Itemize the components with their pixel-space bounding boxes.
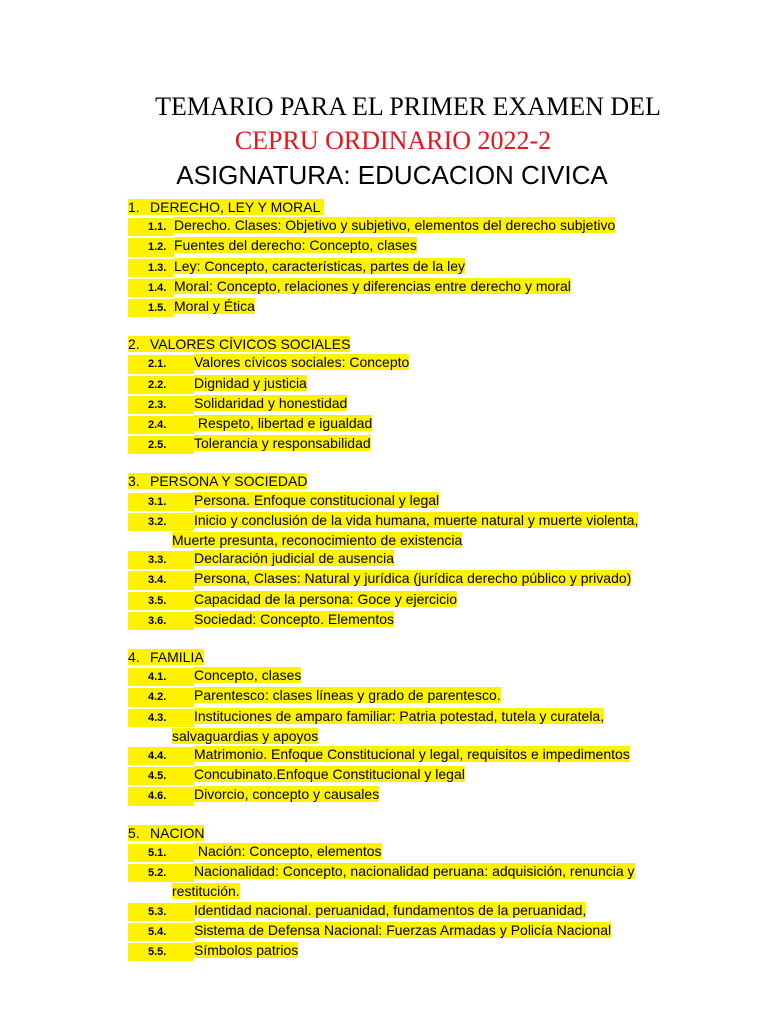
- section-4: [128, 648, 748, 806]
- section-number: 3.: [128, 473, 140, 490]
- item-text: Sociedad: Concepto. Elementos: [194, 610, 395, 627]
- subject-heading: ASIGNATURA: EDUCACION CIVICA: [176, 160, 608, 190]
- item-text: Derecho. Clases: Objetivo y subjetivo, elementos del derecho subjetivo: [174, 217, 616, 234]
- section-title: PERSONA Y SOCIEDAD: [150, 473, 308, 490]
- section-5: [128, 824, 748, 961]
- item-number: 5.1.: [128, 844, 194, 862]
- item-text: Moral: Concepto, relaciones y diferencias entre derecho y moral: [174, 277, 571, 294]
- list-item: [128, 257, 748, 277]
- list-item: [128, 414, 748, 434]
- item-number: 4.4.: [128, 747, 194, 765]
- item-text: Instituciones de amparo familiar: Patria potestad, tutela y curatela,: [194, 707, 605, 724]
- document-title-line-1: TEMARIO PARA EL PRIMER EXAMEN DEL: [155, 92, 661, 121]
- item-text: Tolerancia y responsabilidad: [194, 435, 371, 452]
- section-number: 2.: [128, 336, 140, 353]
- item-number: 4.5.: [128, 767, 194, 785]
- section-heading: [128, 824, 748, 842]
- item-number: 2.5.: [128, 436, 194, 454]
- list-item: [128, 921, 748, 941]
- item-text: Declaración judicial de ausencia: [194, 550, 395, 567]
- item-text: Inicio y conclusión de la vida humana, muerte natural y muerte violenta,: [194, 511, 639, 528]
- item-number: 3.1.: [128, 493, 194, 511]
- list-item: [128, 549, 748, 569]
- document-title-line-2: CEPRU ORDINARIO 2022-2: [234, 126, 552, 155]
- item-number: 4.3.: [128, 709, 194, 727]
- item-text: Identidad nacional. peruanidad, fundamentos de la peruanidad,: [194, 901, 587, 918]
- item-text: Valores cívicos sociales: Concepto: [194, 354, 410, 371]
- list-item: [128, 862, 748, 882]
- list-item: [128, 394, 748, 414]
- item-text: Concubinato.Enfoque Constitucional y legal: [194, 766, 465, 783]
- item-number: 3.3.: [128, 551, 194, 569]
- item-text: Símbolos patrios: [194, 941, 299, 958]
- list-item: [128, 765, 748, 785]
- item-number: 5.2.: [128, 864, 194, 882]
- item-number: 4.6.: [128, 787, 194, 805]
- list-item: [128, 842, 748, 862]
- item-number: 4.1.: [128, 668, 194, 686]
- item-number: 5.5.: [128, 943, 194, 961]
- list-item: [128, 297, 748, 317]
- section-number: 4.: [128, 649, 140, 666]
- section-heading: [128, 198, 748, 216]
- item-text: Nacionalidad: Concepto, nacionalidad peruana: adquisición, renuncia y: [194, 863, 635, 880]
- item-number: 4.2.: [128, 688, 194, 706]
- item-number: 1.3.: [128, 259, 174, 277]
- section-title: DERECHO, LEY Y MORAL: [150, 199, 321, 215]
- list-item: [128, 511, 748, 531]
- list-item: [128, 610, 748, 630]
- list-item: [128, 590, 748, 610]
- item-text: Parentesco: clases líneas y grado de parentesco.: [194, 687, 501, 704]
- item-number: 2.1.: [128, 355, 194, 373]
- syllabus-list: [128, 198, 748, 979]
- item-number: 5.4.: [128, 923, 194, 941]
- list-item: [128, 745, 748, 765]
- list-item: [128, 216, 748, 236]
- item-number: 3.6.: [128, 612, 194, 630]
- list-item: [128, 491, 748, 511]
- item-number: 1.2.: [128, 238, 174, 256]
- section-3: [128, 472, 748, 630]
- item-text: Ley: Concepto, características, partes de la ley: [174, 257, 466, 274]
- item-number: 2.2.: [128, 376, 194, 394]
- item-text: Nación: Concepto, elementos: [194, 842, 382, 859]
- item-text: Sistema de Defensa Nacional: Fuerzas Armadas y Policía Nacional: [194, 921, 612, 938]
- item-number: 1.4.: [128, 279, 174, 297]
- list-item: [128, 707, 748, 727]
- list-item: [128, 277, 748, 297]
- list-item: [128, 569, 748, 589]
- item-text: Dignidad y justicia: [194, 374, 307, 391]
- list-item: [128, 941, 748, 961]
- item-number: 1.1.: [128, 218, 174, 236]
- list-item-continuation: Muerte presunta, reconocimiento de existencia: [172, 532, 463, 549]
- item-number: 1.5.: [128, 299, 174, 317]
- item-text: Concepto, clases: [194, 667, 302, 684]
- list-item-continuation: restitución.: [172, 883, 240, 900]
- list-item-continuation: salvaguardias y apoyos: [172, 727, 319, 744]
- list-item: [128, 785, 748, 805]
- item-number: 3.4.: [128, 571, 194, 589]
- item-number: 2.3.: [128, 396, 194, 414]
- list-item: [128, 901, 748, 921]
- section-heading: [128, 648, 748, 666]
- section-heading: [128, 335, 748, 353]
- item-number: 2.4.: [128, 416, 194, 434]
- section-title: NACION: [150, 824, 205, 841]
- section-number: 5.: [128, 824, 140, 841]
- section-1: [128, 198, 748, 317]
- list-item: [128, 374, 748, 394]
- list-item: [128, 353, 748, 373]
- list-item: [128, 434, 748, 454]
- item-text: Respeto, libertad e igualdad: [194, 415, 373, 432]
- section-title: FAMILIA: [150, 649, 204, 666]
- list-item: [128, 686, 748, 706]
- item-text: Capacidad de la persona: Goce y ejercicio: [194, 590, 458, 607]
- item-text: Persona. Enfoque constitucional y legal: [194, 491, 440, 508]
- section-number: 1.: [128, 199, 140, 215]
- section-heading: [128, 472, 748, 490]
- item-text: Matrimonio. Enfoque Constitucional y legal, requisitos e impedimentos: [194, 746, 630, 763]
- list-item: [128, 236, 748, 256]
- section-2: [128, 335, 748, 454]
- item-text: Solidaridad y honestidad: [194, 394, 348, 411]
- section-title: VALORES CÍVICOS SOCIALES: [150, 336, 351, 353]
- item-number: 3.5.: [128, 592, 194, 610]
- item-text: Divorcio, concepto y causales: [194, 786, 380, 803]
- item-text: Fuentes del derecho: Concepto, clases: [174, 237, 417, 254]
- item-text: Persona, Clases: Natural y jurídica (jurídica derecho público y privado): [194, 570, 632, 587]
- item-number: 5.3.: [128, 903, 194, 921]
- item-text: Moral y Ética: [174, 298, 255, 315]
- item-number: 3.2.: [128, 513, 194, 531]
- list-item: [128, 666, 748, 686]
